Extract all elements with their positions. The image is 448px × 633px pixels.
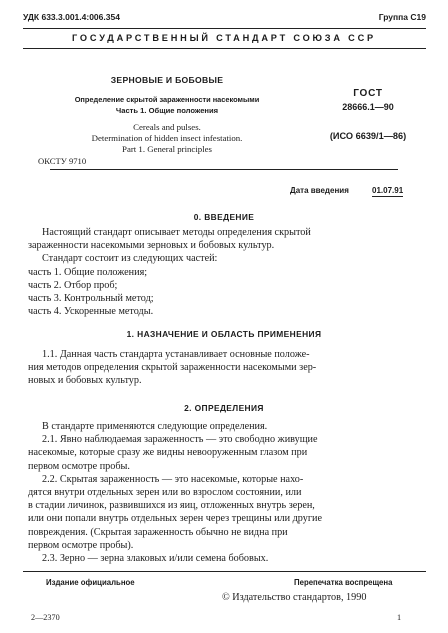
text-line: насекомые, которые сразу же видны невооруженным глазом при xyxy=(28,447,308,459)
standard-part: Часть 1. Общие положения xyxy=(115,106,219,115)
title-separator xyxy=(50,169,398,170)
banner-rule xyxy=(23,48,426,49)
top-rule xyxy=(23,28,426,29)
page-number: 1 xyxy=(397,613,402,622)
text-line: или они попали внутрь отдельных зерен через трещины или другие xyxy=(28,513,323,525)
text-line: дятся внутри отдельных зерен или во взрослом состоянии, или xyxy=(28,487,302,499)
standard-subtitle: Определение скрытой зараженности насекомыми xyxy=(74,95,260,104)
copyright-notice: © Издательство стандартов, 1990 xyxy=(222,592,367,603)
intro-date-label: Дата введения xyxy=(290,186,349,195)
section-heading: 2. ОПРЕДЕЛЕНИЯ xyxy=(184,403,264,413)
text-line: 2.3. Зерно — зерна злаковых и/или семена бобовых. xyxy=(42,553,269,565)
print-code: 2—2370 xyxy=(31,613,60,622)
text-line: Стандарт состоит из следующих частей: xyxy=(42,253,218,265)
english-title-line: Part 1. General principles xyxy=(122,143,212,154)
text-line: Настоящий стандарт описывает методы определения скрытой xyxy=(42,227,311,238)
gost-label: ГОСТ xyxy=(353,88,383,99)
list-item: часть 2. Отбор проб; xyxy=(28,279,118,291)
text-line: новых и бобовых культур. xyxy=(28,375,142,387)
introduction-text xyxy=(28,226,412,318)
text-line: 2.2. Скрытая зараженность — это насекомые, которые нахо- xyxy=(42,473,304,485)
standard-title: ЗЕРНОВЫЕ И БОБОВЫЕ xyxy=(110,75,224,85)
intro-date-value: 01.07.91 xyxy=(372,186,404,195)
list-item: часть 4. Ускоренные методы. xyxy=(28,306,154,318)
text-line: В стандарте применяются следующие определения. xyxy=(42,421,268,432)
text-line: зараженности насекомыми зерновых и бобовых культур. xyxy=(28,240,275,252)
text-line: 2.1. Явно наблюдаемая зараженность — это свободно живущие xyxy=(42,434,318,446)
reprint-prohibited-note: Перепечатка воспрещена xyxy=(294,578,393,587)
iso-reference: (ИСО 6639/1—86) xyxy=(329,131,407,141)
text-line: повреждения. (Скрытая зараженность обычно не видна при xyxy=(28,526,288,538)
text-line: первом осмотре пробы. xyxy=(28,460,130,472)
gost-number: 28666.1—90 xyxy=(342,102,394,112)
list-item: часть 3. Контрольный метод; xyxy=(28,293,154,305)
english-title-line: Cereals and pulses. xyxy=(133,122,201,132)
group-code: Группа С19 xyxy=(378,12,426,22)
definitions-text xyxy=(28,420,412,565)
text-line: 1.1. Данная часть стандарта устанавливает основные положе- xyxy=(42,349,310,360)
footer-rule xyxy=(23,571,426,572)
list-item: часть 1. Общие положения; xyxy=(28,266,148,278)
text-line: в стадии личинок, развившихся из яиц, отложенных внутрь зерен, xyxy=(28,500,315,512)
text-line: ния методов определения скрытой зараженности насекомыми зер- xyxy=(28,362,317,374)
section-heading: 1. НАЗНАЧЕНИЕ И ОБЛАСТЬ ПРИМЕНЕНИЯ xyxy=(126,329,322,339)
state-standard-banner: ГОСУДАРСТВЕННЫЙ СТАНДАРТ СОЮЗА ССР xyxy=(72,33,376,43)
okstu-code: ОКСТУ 9710 xyxy=(38,156,87,166)
text-line: первом осмотре пробы). xyxy=(28,539,134,551)
official-edition-note: Издание официальное xyxy=(46,578,135,587)
scope-text xyxy=(28,348,412,388)
english-title-line: Determination of hidden insect infestation. xyxy=(91,132,243,143)
udk-code: УДК 633.3.001.4:006.354 xyxy=(23,12,120,22)
section-heading: 0. ВВЕДЕНИЕ xyxy=(193,212,255,222)
english-title xyxy=(62,122,272,154)
